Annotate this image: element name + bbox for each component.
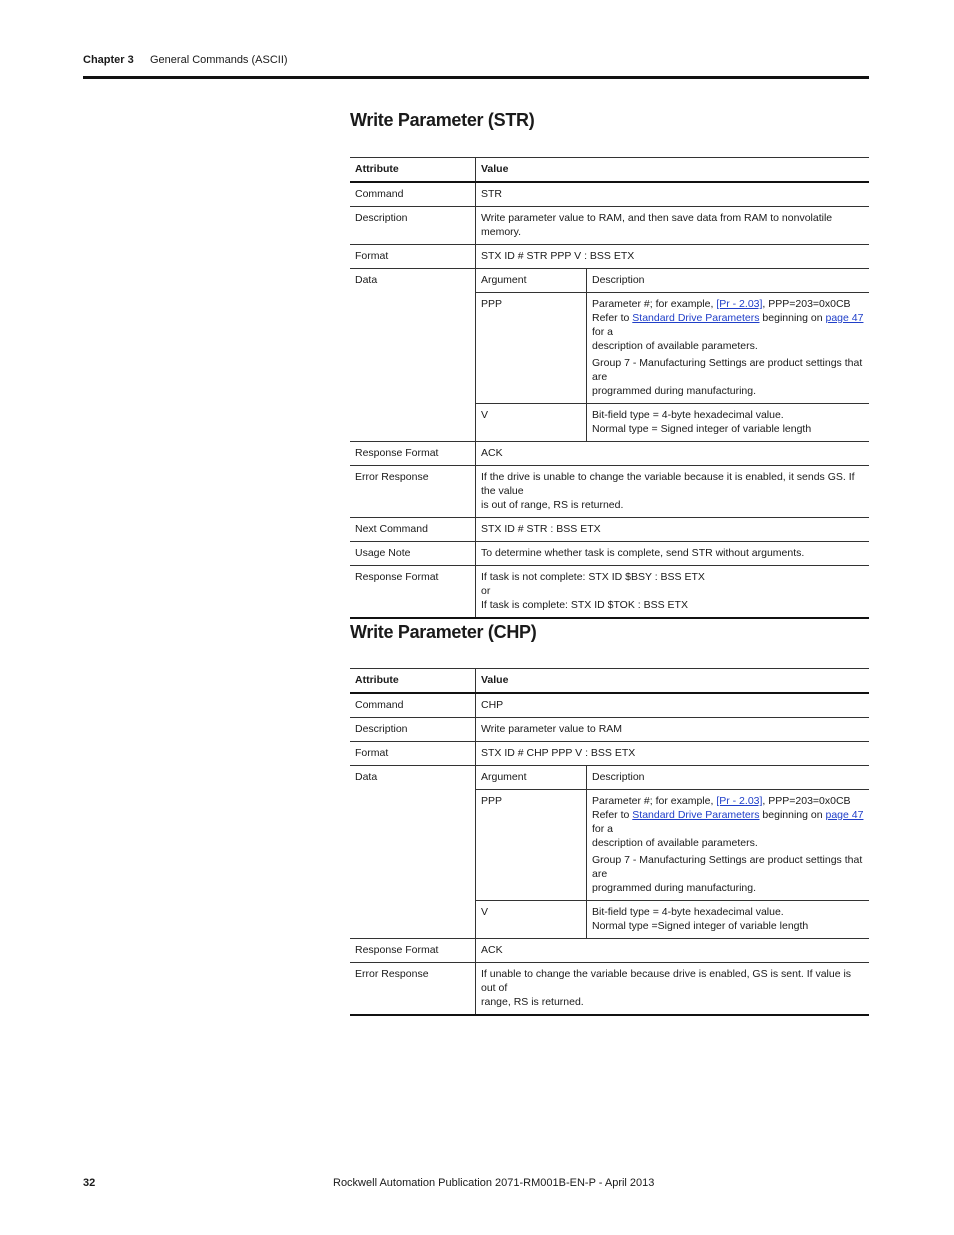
- row-value: STX ID # CHP PPP V : BSS ETX: [476, 742, 870, 766]
- table-row: [350, 542, 869, 566]
- argument-name: PPP: [476, 790, 587, 901]
- row-value: [476, 963, 870, 1016]
- attribute-header: Attribute: [350, 669, 476, 694]
- argument-header: Argument: [476, 269, 587, 293]
- table-row: [350, 766, 869, 939]
- text-line: is out of range, RS is returned.: [481, 499, 624, 511]
- row-label: Response Format: [350, 442, 476, 466]
- row-label: Usage Note: [350, 542, 476, 566]
- row-label: Next Command: [350, 518, 476, 542]
- text-line: If task is complete: STX ID $TOK : BSS ETX: [481, 599, 688, 611]
- subtable-row: [476, 790, 869, 901]
- text-line: description of available parameters.: [592, 837, 758, 849]
- row-value: ACK: [476, 442, 870, 466]
- row-label: Response Format: [350, 566, 476, 619]
- subtable-row: [476, 901, 869, 939]
- standard-drive-parameters-link[interactable]: Standard Drive Parameters: [632, 312, 760, 324]
- text-line: Group 7 - Manufacturing Settings are product settings that are: [592, 854, 863, 880]
- row-value: Write parameter value to RAM, and then save data from RAM to nonvolatile memory.: [476, 207, 870, 245]
- param-link[interactable]: [Pr - 2.03]: [716, 795, 763, 807]
- row-value: Write parameter value to RAM: [476, 718, 870, 742]
- text: Parameter #; for example,: [592, 298, 717, 310]
- table-row: [350, 207, 869, 245]
- value-header: Value: [476, 669, 870, 694]
- row-value: [476, 466, 870, 518]
- row-value: To determine whether task is complete, send STR without arguments.: [476, 542, 870, 566]
- text: , PPP=203=0x0CB: [762, 298, 851, 310]
- table-row: [350, 518, 869, 542]
- text-line: If task is not complete: STX ID $BSY : BSS ETX: [481, 571, 705, 583]
- data-subtable: [476, 766, 869, 938]
- argument-description: [587, 790, 870, 901]
- row-label: Description: [350, 207, 476, 245]
- subtable-header-row: [476, 269, 869, 293]
- argument-name: PPP: [476, 293, 587, 404]
- text-line: Normal type = Signed integer of variable length: [592, 423, 812, 435]
- text-line: Bit-field type = 4-byte hexadecimal value.: [592, 409, 784, 421]
- subtable-row: [476, 293, 869, 404]
- table-row: [350, 939, 869, 963]
- row-value: STR: [476, 182, 870, 207]
- page-link[interactable]: page 47: [825, 312, 864, 324]
- text: beginning on: [759, 312, 826, 324]
- row-label: Command: [350, 182, 476, 207]
- table-row: [350, 182, 869, 207]
- row-label: Error Response: [350, 466, 476, 518]
- table-row: [350, 269, 869, 442]
- table-row: [350, 442, 869, 466]
- text: beginning on: [759, 809, 826, 821]
- chp-heading: Write Parameter (CHP): [350, 622, 537, 642]
- attribute-header: Attribute: [350, 158, 476, 183]
- argument-header: Argument: [476, 766, 587, 790]
- text: for a: [592, 823, 614, 835]
- row-label: Data: [350, 766, 476, 939]
- text-line: programmed during manufacturing.: [592, 385, 757, 397]
- row-value: STX ID # STR PPP V : BSS ETX: [476, 245, 870, 269]
- row-label: Response Format: [350, 939, 476, 963]
- text-line: Group 7 - Manufacturing Settings are product settings that are: [592, 357, 863, 383]
- section-title: General Commands (ASCII): [150, 54, 288, 66]
- text: Parameter #; for example,: [592, 795, 717, 807]
- text-line: Normal type =Signed integer of variable length: [592, 920, 809, 932]
- text-line: If the drive is unable to change the variable because it is enabled, it sends GS. If the value: [481, 471, 855, 497]
- data-cell: [476, 269, 870, 442]
- text: for a: [592, 326, 614, 338]
- text-line: or: [481, 585, 491, 597]
- data-cell: [476, 766, 870, 939]
- param-link[interactable]: [Pr - 2.03]: [716, 298, 763, 310]
- table-header-row: [350, 669, 869, 694]
- table-row: [350, 245, 869, 269]
- table-row: [350, 718, 869, 742]
- argument-name: V: [476, 901, 587, 939]
- argument-description: [587, 293, 870, 404]
- table-row: [350, 693, 869, 718]
- row-value: STX ID # STR : BSS ETX: [476, 518, 870, 542]
- table-row: [350, 963, 869, 1016]
- row-value: ACK: [476, 939, 870, 963]
- table-row: [350, 466, 869, 518]
- text-line: Bit-field type = 4-byte hexadecimal value.: [592, 906, 784, 918]
- row-label: Data: [350, 269, 476, 442]
- text: Refer to: [592, 312, 633, 324]
- argument-description: [587, 404, 870, 442]
- str-heading: Write Parameter (STR): [350, 110, 535, 130]
- row-label: Format: [350, 245, 476, 269]
- publication-footer: Rockwell Automation Publication 2071-RM001B-EN-P - April 2013: [333, 1177, 655, 1189]
- description-header: Description: [587, 766, 870, 790]
- page-link[interactable]: page 47: [825, 809, 864, 821]
- chp-table: [350, 668, 869, 1016]
- text-line: description of available parameters.: [592, 340, 758, 352]
- text-line: programmed during manufacturing.: [592, 882, 757, 894]
- row-label: Error Response: [350, 963, 476, 1016]
- table-row: [350, 566, 869, 619]
- table-row: [350, 742, 869, 766]
- description-header: Description: [587, 269, 870, 293]
- page-header: [83, 54, 869, 79]
- row-value: [476, 566, 870, 619]
- value-header: Value: [476, 158, 870, 183]
- row-label: Format: [350, 742, 476, 766]
- subtable-header-row: [476, 766, 869, 790]
- row-label: Description: [350, 718, 476, 742]
- str-table: [350, 157, 869, 619]
- text: Refer to: [592, 809, 633, 821]
- text-line: If unable to change the variable because drive is enabled, GS is sent. If value is out of: [481, 968, 852, 994]
- row-label: Command: [350, 693, 476, 718]
- page-number: 32: [83, 1177, 96, 1189]
- text-line: range, RS is returned.: [481, 996, 584, 1008]
- text: , PPP=203=0x0CB: [762, 795, 851, 807]
- argument-description: [587, 901, 870, 939]
- chapter-label: Chapter 3: [83, 54, 134, 66]
- standard-drive-parameters-link[interactable]: Standard Drive Parameters: [632, 809, 760, 821]
- subtable-row: [476, 404, 869, 442]
- data-subtable: [476, 269, 869, 441]
- argument-name: V: [476, 404, 587, 442]
- row-value: CHP: [476, 693, 870, 718]
- table-header-row: [350, 158, 869, 183]
